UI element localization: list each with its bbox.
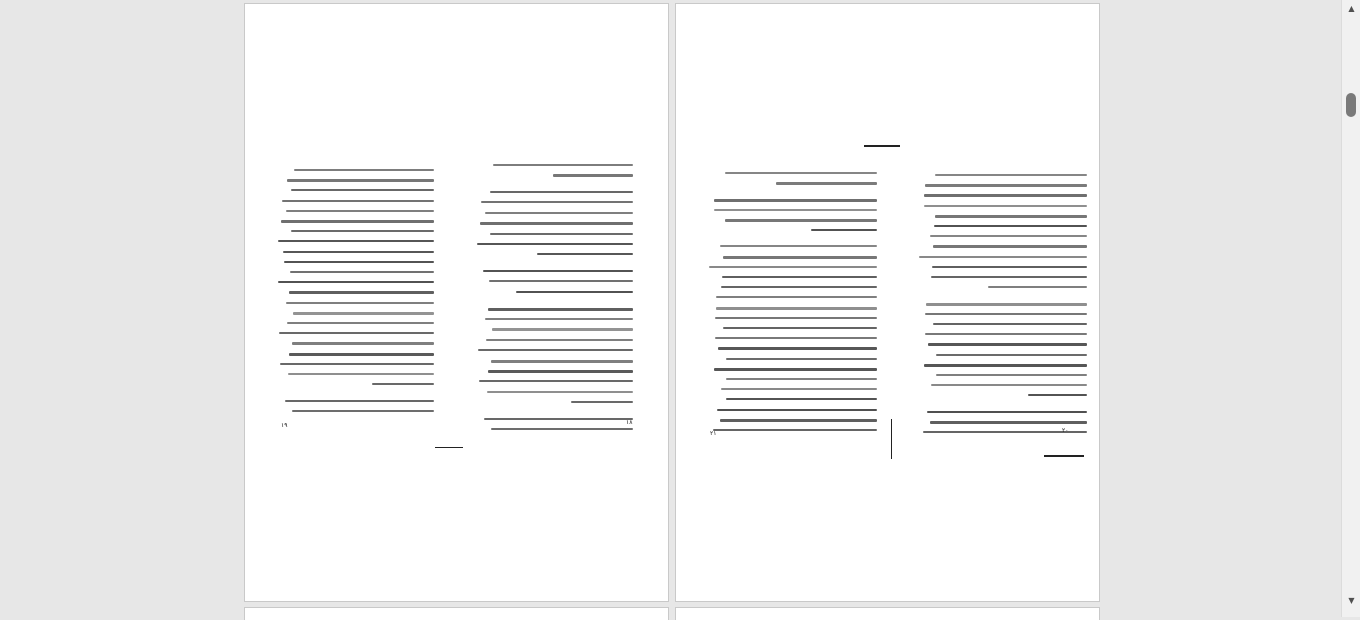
text-line	[926, 303, 1087, 306]
text-line	[936, 354, 1087, 356]
text-line	[924, 205, 1087, 207]
page-number: ۲۰	[1062, 427, 1069, 434]
page-number: ۱۸	[626, 419, 633, 426]
text-line	[290, 271, 434, 273]
scan-mark	[1044, 455, 1084, 457]
text-line	[714, 368, 877, 371]
text-line	[489, 280, 633, 282]
page-number: ۲۱	[710, 430, 717, 437]
text-line	[292, 342, 434, 345]
text-line	[931, 276, 1087, 278]
text-line	[485, 212, 633, 214]
text-line	[279, 332, 434, 334]
text-line	[988, 286, 1087, 288]
text-line	[726, 398, 877, 400]
text-line	[486, 339, 633, 341]
text-line	[285, 400, 434, 402]
text-line	[278, 240, 434, 242]
text-line	[294, 169, 434, 171]
text-line	[291, 189, 434, 191]
text-line	[479, 380, 633, 382]
text-line	[553, 174, 633, 177]
text-line	[933, 245, 1087, 248]
scan-mark	[435, 447, 463, 448]
text-column-right	[919, 174, 1087, 434]
scrollbar-thumb[interactable]	[1346, 93, 1356, 117]
text-line	[932, 266, 1087, 268]
text-line	[811, 229, 877, 231]
scroll-up-icon[interactable]: ▲	[1348, 4, 1355, 13]
document-page-3	[245, 608, 668, 620]
text-line	[718, 347, 877, 350]
text-line	[715, 317, 877, 319]
text-line	[930, 421, 1087, 424]
text-line	[925, 313, 1087, 315]
text-line	[720, 419, 877, 422]
text-line	[716, 307, 877, 310]
text-line	[480, 222, 633, 225]
text-line	[281, 220, 434, 223]
text-line	[924, 194, 1087, 197]
text-line	[293, 312, 434, 315]
text-line	[280, 363, 434, 365]
text-line	[571, 401, 633, 403]
text-line	[933, 323, 1087, 325]
scroll-down-icon[interactable]: ▼	[1348, 596, 1355, 605]
text-column-left	[278, 169, 434, 429]
text-line	[488, 308, 633, 311]
text-line	[286, 210, 434, 212]
text-line	[721, 286, 877, 288]
text-line	[490, 191, 633, 193]
text-line	[927, 411, 1087, 413]
text-line	[716, 296, 877, 298]
scan-mark	[891, 419, 892, 459]
text-line	[1028, 394, 1087, 396]
text-line	[492, 328, 633, 331]
text-line	[715, 337, 877, 339]
text-line	[714, 209, 877, 211]
text-line	[713, 429, 877, 431]
text-line	[278, 281, 434, 283]
text-line	[289, 291, 434, 294]
page-number: ۱۹	[281, 422, 288, 429]
text-line	[291, 230, 434, 232]
text-line	[516, 291, 633, 293]
text-line	[491, 428, 633, 430]
text-line	[488, 370, 633, 373]
text-line	[709, 266, 877, 268]
text-line	[283, 251, 434, 253]
text-line	[930, 235, 1087, 237]
text-line	[717, 409, 877, 411]
text-column-left	[709, 172, 877, 432]
text-line	[714, 199, 877, 202]
document-page-2	[676, 4, 1099, 601]
text-line	[726, 378, 877, 380]
text-line	[487, 391, 633, 393]
text-line	[723, 256, 877, 259]
text-line	[484, 418, 633, 420]
text-line	[936, 374, 1087, 376]
text-line	[491, 360, 633, 363]
text-line	[924, 364, 1087, 367]
document-page-1	[245, 4, 668, 601]
document-page-4	[676, 608, 1099, 620]
text-line	[935, 215, 1087, 218]
text-line	[723, 327, 877, 329]
text-line	[928, 343, 1087, 346]
text-line	[372, 383, 434, 385]
text-line	[934, 225, 1087, 227]
text-line	[287, 322, 434, 324]
text-column-right	[477, 164, 633, 424]
text-line	[726, 358, 877, 360]
text-line	[720, 245, 877, 247]
text-line	[935, 174, 1087, 176]
text-line	[284, 261, 434, 263]
text-line	[478, 349, 633, 351]
vertical-scrollbar[interactable]	[1341, 0, 1360, 617]
text-line	[493, 164, 633, 166]
text-line	[925, 184, 1087, 187]
text-line	[925, 333, 1087, 335]
text-line	[537, 253, 633, 255]
scan-mark	[864, 145, 900, 147]
text-line	[721, 388, 877, 390]
text-line	[483, 270, 633, 272]
text-line	[481, 201, 633, 203]
text-line	[722, 276, 877, 278]
text-line	[288, 373, 434, 375]
text-line	[282, 200, 434, 202]
text-line	[286, 302, 434, 304]
text-line	[725, 219, 877, 222]
text-line	[485, 318, 633, 320]
text-line	[292, 410, 434, 412]
text-line	[725, 172, 877, 174]
text-line	[931, 384, 1087, 386]
text-line	[490, 233, 633, 235]
text-line	[289, 353, 434, 356]
text-line	[776, 182, 877, 185]
text-line	[477, 243, 633, 245]
text-line	[919, 256, 1087, 258]
text-line	[287, 179, 434, 182]
